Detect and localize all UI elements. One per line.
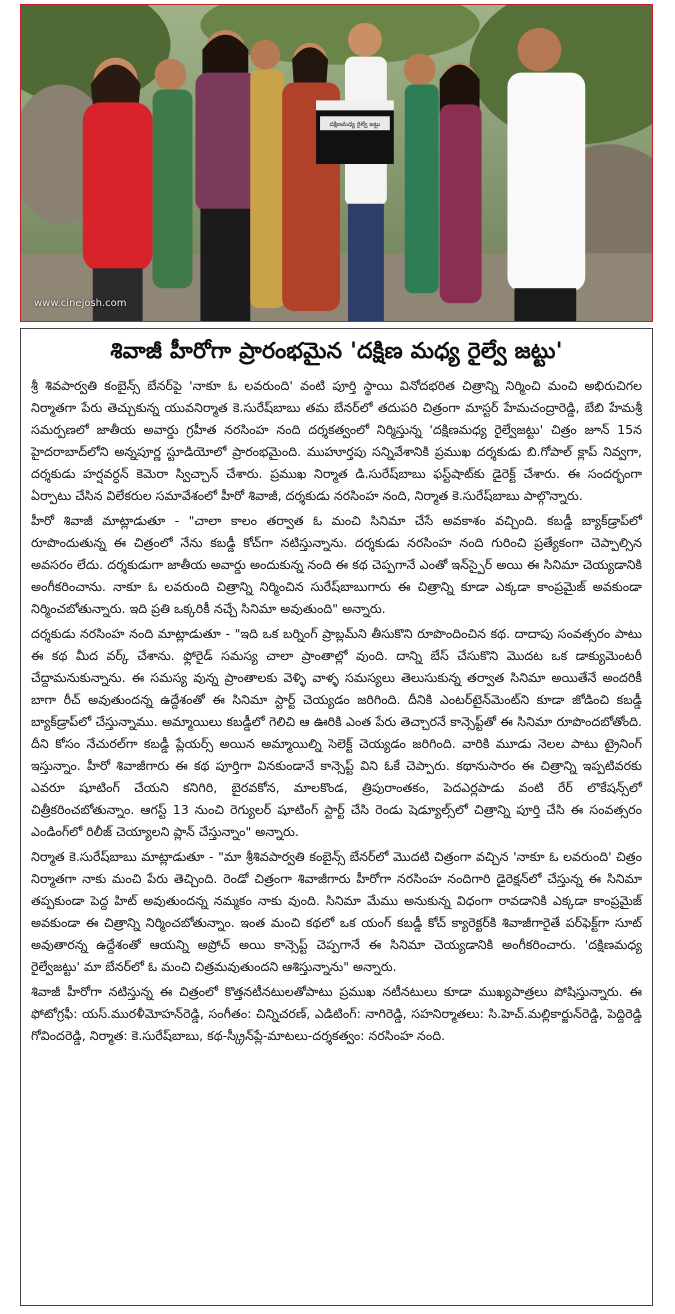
clapboard <box>316 100 394 164</box>
article-paragraph: శివాజీ హీరోగా నటిస్తున్న ఈ చిత్రంలో కొత్తనటీనటులతోపాటు ప్రముఖ నటీనటులు కూడా ముఖ్యపాత్రలు పోషిస్తున్నారు. ఈ ఫోటోగ్రఫీ: యస్.మురళీమోహన్‌రెడ్డి, సంగీతం: చిన్నిచరణ్, ఎడిటింగ్: నాగిరెడ్డి, సహనిర్మాతలు: సి.హెచ్.మల్లికార్జున్‌రెడ్డి, పెద్దిరెడ్డి గోవిందరెడ్డి, నిర్మాత: కె.సురేష్‌బాబు, కథ-స్క్రీన్‌ప్లే-మాటలు-దర్శకత్వం: నరసింహ నంది. <box>31 984 642 1043</box>
article-box <box>20 328 653 1306</box>
event-photo <box>20 4 653 322</box>
article-paragraph: దర్శకుడు నరసింహ నంది మాట్లాడుతూ - "ఇది ఒక బర్నింగ్ ప్రాబ్లమ్‌ని తీసుకొని రూపొందించిన కథ. దాదాపు సంవత్సరం పాటు ఈ కథ మీద వర్క్ చేశాను. ఫ్లోరైడ్ సమస్య చాలా ప్రాంతాల్లో వుంది. దాన్ని బేస్ చేసుకొని మొదట ఒక డాక్యుమెంటరీ చేద్దామనుకున్నాను. ఈ సమస్య వున్న ప్రాంతాలకు వెళ్ళి వాళ్ళ సమస్యలు తెలుసుకున్న తర్వాత సినిమా అయితేనే అందరికీ బాగా రీచ్ అవుతుందన్న ఉద్దేశంతో ఈ సినిమా స్టార్ట్ చెయ్యడం జరిగింది. దీనికి ఎంటర్‌టైన్‌మెంట్‌ని కూడా జోడించి కబడ్డీ బ్యాక్‌డ్రాప్‌లో చేస్తున్నాము. అమ్మాయిలు కబడ్డీలో గెలిచి ఆ ఊరికి ఎంత పేరు తెచ్చారనే కాన్సెప్ట్‌తో ఈ సినిమా రూపొందబోతోంది. దీని కోసం నేచురల్‌గా కబడ్డీ ప్లేయర్స్ అయిన అమ్మాయిల్ని సెలెక్ట్ చెయ్యడం జరిగింది. వారికి మూడు నెలల పాటు ట్రైనింగ్ ఇస్తున్నాం. హీరో శివాజీగారు ఈ కథ పూర్తిగా వినకుండానే కాన్సెప్ట్ విని ఓకే చెప్పారు. కథానుసారం ఈ చిత్రాన్ని ఇప్పటివరకు ఎవరూ షూటింగ్ చేయని కనిగిరి, బైరవకోన, మాలకొండ, త్రిపురాంతకం, పెదఎర్లపాడు వంటి రేర్ లొకేషన్స్‌లో చిత్రీకరించబోతున్నాం. ఆగస్ట్ 13 నుంచి రెగ్యులర్ షూటింగ్ స్టార్ట్ చేసి రెండు షెడ్యూల్స్‌లో చిత్రాన్ని పూర్తి చేసి ఈ సంవత్సరం ఎండింగ్‌లో రిలీజ్ చెయ్యాలని ప్లాన్ చేస్తున్నాం" అన్నారు. <box>31 626 642 839</box>
clapboard-title: దక్షిణమధ్య రైల్వే జట్టు <box>329 121 381 129</box>
article-paragraph: హీరో శివాజీ మాట్లాడుతూ - "చాలా కాలం తర్వాత ఓ మంచి సినిమా చేసే అవకాశం వచ్చింది. కబడ్డీ బ్యాక్‌డ్రాప్‌లో రూపొందుతున్న ఈ చిత్రంలో నేను కబడ్డీ కోచ్‌గా నటిస్తున్నాను. దర్శకుడు నరసింహ నంది గురించి ప్రత్యేకంగా చెప్పాల్సిన అవసరం లేదు. దర్శకుడుగా జాతీయ అవార్డు అందుకున్న నంది ఈ కథ చెప్పగానే ఎంతో ఇన్‌స్పైర్ అయి ఈ సినిమా చెయ్యడానికి అంగీకరించాను. నాకూ ఓ లవరుంది చిత్రాన్ని నిర్మించిన సురేష్‌బాబుగారు ఈ చిత్రాన్ని కూడా ఎక్కడా కాంప్రమైజ్ అవకుండా నిర్మించబోతున్నారు. ఇది ప్రతి ఒక్కరికీ నచ్చే సినిమా అవుతుంది" అన్నారు. <box>31 513 642 616</box>
article-paragraph: నిర్మాత కె.సురేష్‌బాబు మాట్లాడుతూ - "మా శ్రీశివపార్వతి కంబైన్స్ బేనర్‌లో మొదటి చిత్రంగా వచ్చిన 'నాకూ ఓ లవరుంది' చిత్రం నిర్మాతగా నాకు మంచి పేరు తెచ్చింది. రెండో చిత్రంగా శివాజీగారు హీరోగా నరసింహ నందిగారి డైరెక్షన్‌లో చేస్తున్న ఈ సినిమా తప్పకుండా పెద్ద హిట్ అవుతుందన్న నమ్మకం నాకు వుంది. సినిమా మేము అనుకున్న విధంగా రావడానికి ఎక్కడా కాంప్రమైజ్ అవకుండా ఈ చిత్రాన్ని నిర్మించబోతున్నాం. ఇంత మంచి కథలో ఒక యంగ్ కబడ్డీ కోచ్ క్యారెక్టర్‌కి శివాజీగారైతే పర్‌ఫెక్ట్‌గా సూట్ అవుతారన్న ఉద్దేశంతో ఆయన్ని అప్రోచ్ అయి కాన్సెప్ట్ చెప్పగానే ఈ సినిమా చెయ్యడానికి అంగీకరించారు. 'దక్షిణమధ్య రైల్వేజట్టు' మా బేనర్‌లో ఓ మంచి చిత్రమవుతుందని ఆశిస్తున్నాను" అన్నారు. <box>31 849 642 974</box>
event-photo-illustration <box>21 5 652 321</box>
article-headline: శివాజీ హీరోగా ప్రారంభమైన 'దక్షిణ మధ్య రైల్వే జట్టు' <box>110 339 563 364</box>
article-paragraph: శ్రీ శివపార్వతి కంబైన్స్ బేనర్‌పై 'నాకూ ఓ లవరుంది' వంటి పూర్తి స్థాయి వినోదభరిత చిత్రాన్ని నిర్మించి మంచి అభిరుచిగల నిర్మాతగా పేరు తెచ్చుకున్న యువనిర్మాత కె.సురేష్‌బాబు తమ బేనర్‌లో తదుపరి చిత్రంగా మాస్టర్ హేమచంద్రారెడ్డి, బేబి హేమశ్రీ సమర్పణలో జాతీయ అవార్డు గ్రహీత నరసింహ నంది దర్శకత్వంలో నిర్మిస్తున్న 'దక్షిణమధ్య రైల్వేజట్టు' చిత్రం జూన్ 15న హైదరాబాద్‌లోని అన్నపూర్ణ స్టూడియోలో ప్రారంభమైంది. ముహూర్తపు సన్నివేశానికి ప్రముఖ దర్శకుడు బి.గోపాల్ క్లాప్ నివ్వగా, దర్శకుడు హర్షవర్ధన్ కెమెరా స్విచ్చాన్ చేశారు. ప్రముఖ నిర్మాత డి.సురేష్‌బాబు ఫస్ట్‌షాట్‌కు డైరెక్ట్ చేశారు. ఈ సందర్భంగా ఏర్పాటు చేసిన విలేకరుల సమావేశంలో హీరో శివాజీ, దర్శకుడు నరసింహ నంది, నిర్మాత కె.సురేష్‌బాబు పాల్గొన్నారు. <box>31 378 643 503</box>
photo-watermark: www.cinejosh.com <box>34 298 127 309</box>
